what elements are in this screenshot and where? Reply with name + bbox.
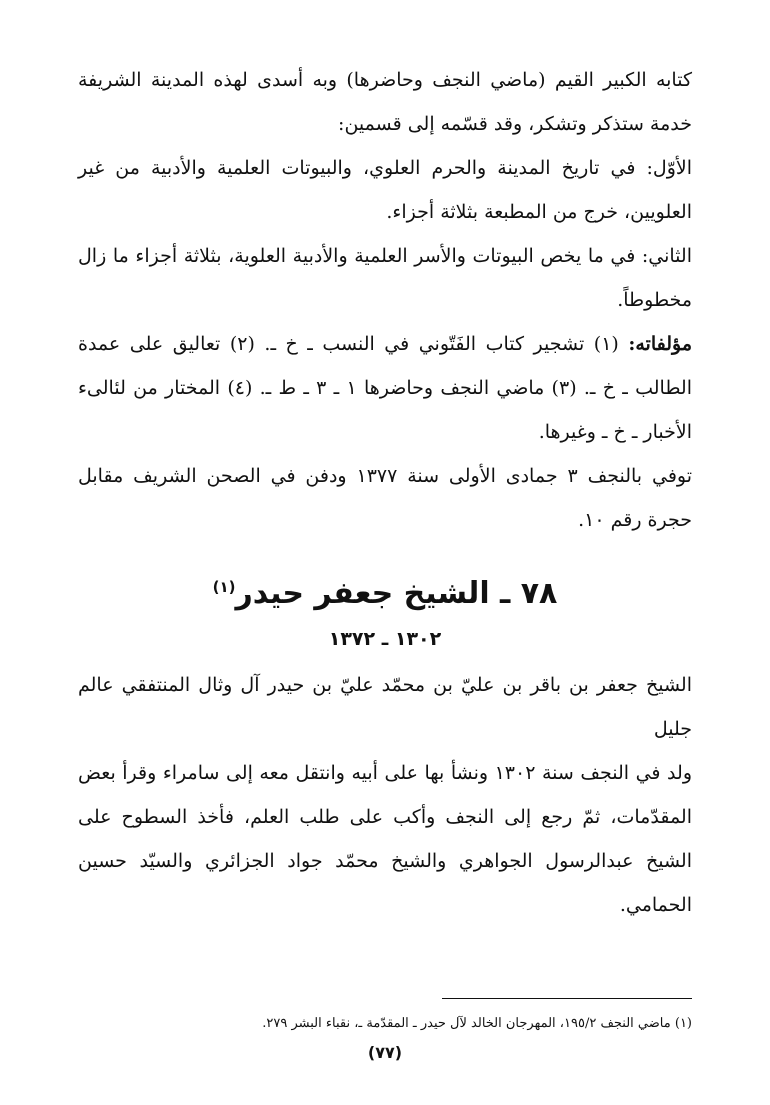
book-page [78,58,692,1068]
footnote: (١) ماضي النجف ١٩٥/٢، المهرجان الخالد لآل حيدر ـ المقدّمة ـ، نقباء البشر ٢٧٩. [262,1016,692,1031]
entry-heading [78,562,692,619]
paragraph-death: توفي بالنجف ٣ جمادى الأولى سنة ١٣٧٧ ودفن في الصحن الشريف مقابل حجرة رقم ١٠. [78,465,693,531]
footnote-reference: (١) [212,578,236,596]
works-list: (١) تشجير كتاب الفَتّوني في النسب ـ خ ـ. (٢) تعاليق على عمدة الطالب ـ خ ـ. (٣) ماضي النجف وحاضرها ١ ـ ٣ ـ ط ـ. (٤) المختار من لئالىء الأخبار ـ خ ـ وغيرها. [78,333,692,443]
paragraph-part-one: الأوّل: في تاريخ المدينة والحرم العلوي، والبيوتات العلمية والأدبية من غير العلويين، خرج من المطبعة بثلاثة أجزاء. [78,157,692,223]
works-label: مؤلفاته: [628,333,692,355]
paragraph-works [78,322,692,454]
paragraph-part-two: الثاني: في ما يخص البيوتات والأسر العلمية والأدبية العلوية، بثلاثة أجزاء ما زال مخطوطاً. [78,245,692,311]
entry-dates: ١٣٠٢ ـ ١٣٧٢ [328,628,442,650]
paragraph-biography: ولد في النجف سنة ١٣٠٢ ونشأ بها على أبيه وانتقل معه إلى سامراء وقرأ بعض المقدّمات، ثمّ رجع إلى النجف وأكب على طلب العلم، فأخذ السطوح على الشيخ عبدالرسول الجواهري والشيخ محمّد جواد الجزائري والسيّد حسين الحمامي. [78,762,692,916]
entry-title: ٧٨ ـ الشيخ جعفر حيدر [235,576,558,611]
page-number: (٧٧) [367,1043,403,1062]
paragraph-lineage: الشيخ جعفر بن باقر بن عليّ بن محمّد عليّ بن حيدر آل وثال المنتفقي عالم جليل [78,674,692,740]
paragraph-book-description: كتابه الكبير القيم (ماضي النجف وحاضرها) وبه أسدى لهذه المدينة الشريفة خدمة ستذكر وتشكر، وقد قسّمه إلى قسمين: [78,69,692,135]
footnote-divider [442,998,692,999]
